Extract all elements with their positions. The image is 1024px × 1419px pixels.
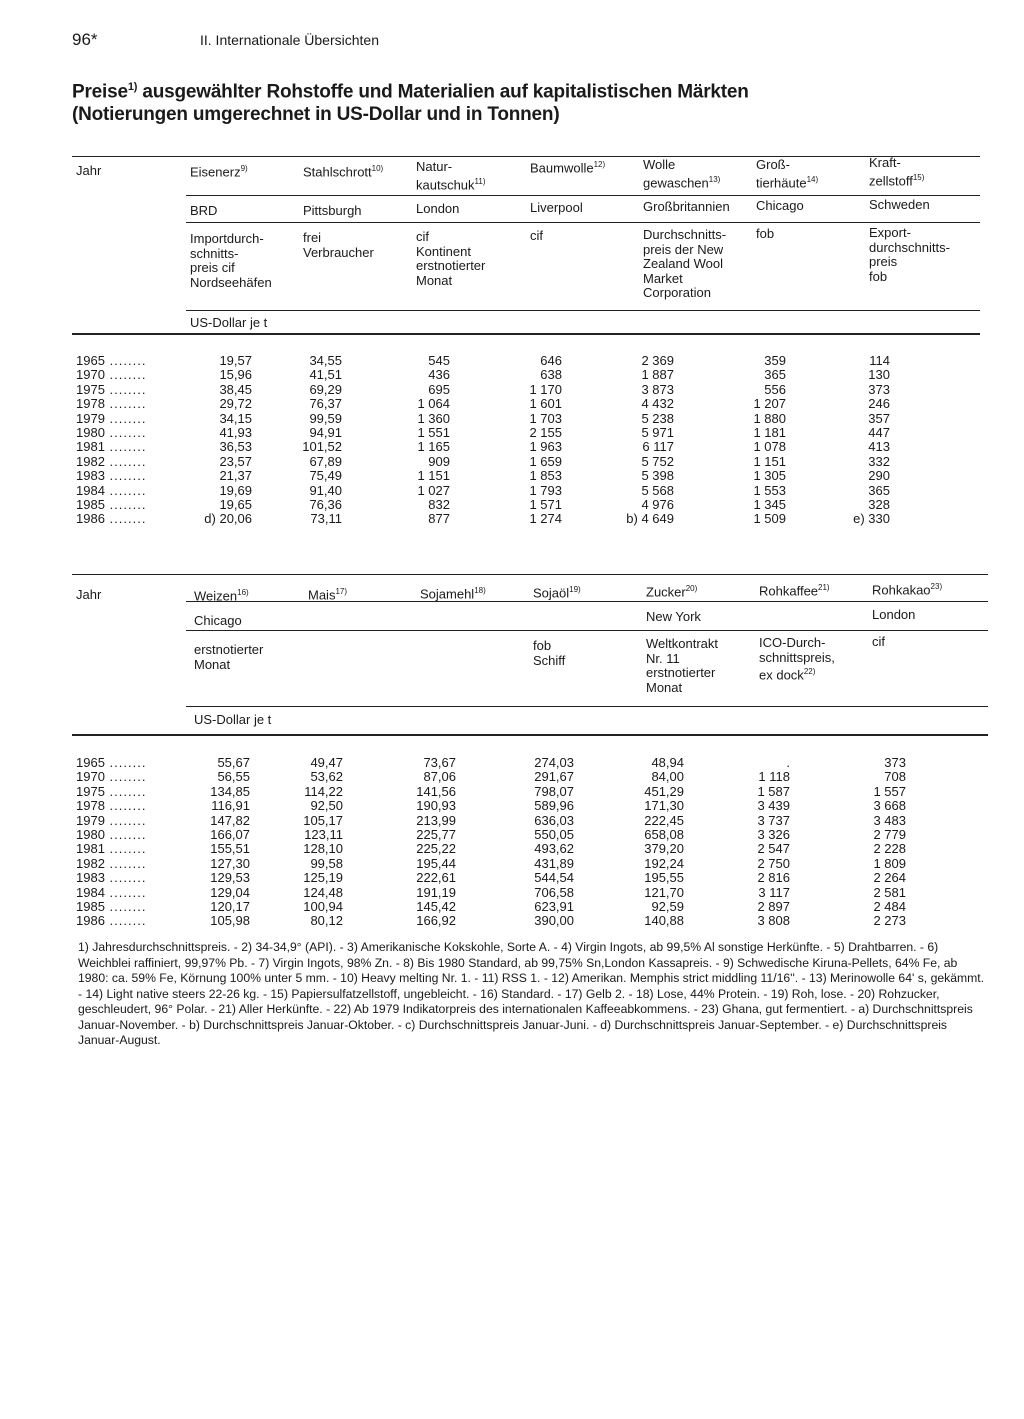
value-cell: 390,00 — [534, 913, 574, 929]
page-number: 96* — [72, 30, 98, 49]
market-place: Schweden — [869, 197, 930, 212]
value-cell: 359 — [764, 353, 786, 368]
market-place: Chicago — [194, 613, 242, 628]
value-cell: 556 — [764, 381, 786, 397]
value-cell: 1 587 — [757, 783, 790, 799]
section-title: II. Internationale Übersichten — [200, 32, 379, 48]
table-row — [72, 770, 980, 784]
market-place: BRD — [190, 203, 218, 218]
title-line1-pre: Preise — [72, 81, 128, 103]
value-cell: 213,99 — [416, 812, 456, 828]
value-cell: 100,94 — [303, 899, 343, 914]
value-cell: 447 — [868, 425, 890, 440]
value-cell: 5 752 — [641, 453, 674, 469]
value-cell: 1 078 — [753, 439, 786, 455]
title-line2: (Notierungen umgerechnet in US-Dollar und in Tonnen) — [72, 104, 560, 126]
value-cell: 1 659 — [529, 453, 562, 469]
table-row — [72, 368, 980, 382]
market-place: London — [872, 607, 916, 622]
table-row — [72, 354, 980, 368]
value-cell: 3 873 — [641, 381, 674, 397]
year-cell: 1981 ..... — [76, 440, 146, 454]
value-cell: 75,49 — [309, 468, 342, 484]
table-row — [72, 914, 980, 928]
table-row — [72, 857, 980, 871]
price-basis: fob — [756, 226, 775, 241]
column-header: Zucker$^{20)}$ — [646, 584, 698, 600]
value-cell: 493,62 — [534, 841, 574, 857]
value-cell: 49,47 — [310, 755, 343, 770]
value-cell: 19,69 — [219, 482, 252, 498]
value-cell: 832 — [428, 497, 450, 512]
value-cell: 1 963 — [529, 439, 562, 455]
value-cell: 222,61 — [416, 870, 456, 886]
value-cell: 1 165 — [417, 439, 450, 455]
year-cell: 1965 ..... — [76, 756, 146, 770]
value-cell: 1 571 — [529, 497, 562, 512]
value-cell: 128,10 — [303, 841, 343, 857]
unit-label: US-Dollar je t — [190, 315, 268, 330]
value-cell: 225,22 — [416, 841, 456, 857]
year-cell: 1985 ..... — [76, 900, 146, 914]
value-cell: d) 20,06 — [204, 511, 252, 527]
value-cell: 29,72 — [219, 396, 252, 412]
table-row — [72, 871, 980, 885]
year-cell: 1975 ..... — [76, 383, 146, 397]
value-cell: 1 887 — [641, 367, 674, 383]
value-cell: 1 553 — [753, 482, 786, 498]
value-cell: 1 118 — [758, 769, 790, 785]
column-header: Sojaöl$^{19)}$ — [533, 585, 581, 601]
value-cell: 134,85 — [210, 783, 250, 799]
value-cell: 38,45 — [219, 381, 252, 397]
value-cell: 129,04 — [210, 884, 250, 900]
value-cell: 545 — [428, 353, 450, 368]
value-cell: 2 155 — [529, 425, 562, 440]
market-place: Pittsburgh — [303, 203, 362, 218]
table-row — [72, 412, 980, 426]
price-basis: cif — [872, 634, 885, 649]
value-cell: 114 — [869, 353, 890, 368]
year-cell: 1986 ..... — [76, 914, 146, 928]
year-cell: 1970 ..... — [76, 770, 146, 784]
value-cell: 4 432 — [641, 396, 674, 412]
value-cell: 646 — [540, 353, 562, 368]
price-basis: Export- durchschnitts- preis fob — [869, 225, 950, 284]
value-cell: 5 568 — [641, 482, 674, 498]
price-basis: Durchschnitts- preis der New Zealand Wool Market Corporation — [643, 227, 727, 300]
value-cell: 53,62 — [310, 769, 343, 785]
value-cell: 3 117 — [758, 884, 790, 900]
value-cell: 1 181 — [753, 425, 786, 440]
table-row — [72, 455, 980, 469]
price-basis: Importdurch- schnitts- preis cif Nordseehäfen — [190, 231, 272, 290]
value-cell: 3 808 — [757, 913, 790, 929]
column-header: Stahlschrott$^{10)}$ — [303, 164, 384, 180]
value-cell: 94,91 — [309, 425, 342, 440]
value-cell: 451,29 — [644, 783, 684, 799]
column-header: Kraft- zellstoff$^{15)}$ — [869, 155, 925, 188]
value-cell: 76,37 — [309, 396, 342, 412]
table-rule — [186, 222, 980, 223]
value-cell: 877 — [428, 511, 450, 527]
value-cell: 6 117 — [642, 439, 674, 455]
value-cell: 120,17 — [210, 899, 250, 914]
value-cell: 99,59 — [309, 410, 342, 426]
value-cell: 1 064 — [417, 396, 450, 412]
value-cell: 195,44 — [416, 855, 456, 871]
column-header: Baumwolle$^{12)}$ — [530, 160, 606, 176]
value-cell: 431,89 — [534, 855, 574, 871]
value-cell: 80,12 — [310, 913, 343, 929]
year-cell: 1986 ..... — [76, 512, 146, 526]
table-row — [72, 756, 980, 770]
value-cell: 91,40 — [309, 482, 342, 498]
year-cell: 1975 ..... — [76, 785, 146, 799]
value-cell: 1 509 — [753, 511, 786, 527]
value-cell: 3 326 — [757, 827, 790, 842]
table-rule — [186, 195, 980, 196]
value-cell: 1 207 — [753, 396, 786, 412]
table-row — [72, 900, 980, 914]
value-cell: 192,24 — [644, 855, 684, 871]
value-cell: 21,37 — [219, 468, 252, 484]
column-header: Rohkaffee$^{21)}$ — [759, 583, 830, 599]
year-cell: 1982 ..... — [76, 857, 146, 871]
table-title — [72, 76, 792, 126]
column-header: Groß- tierhäute$^{14)}$ — [756, 157, 819, 190]
value-cell: 141,56 — [416, 783, 456, 799]
value-cell: 2 750 — [757, 855, 790, 871]
value-cell: 909 — [428, 453, 450, 469]
year-cell: 1979 ..... — [76, 814, 146, 828]
column-header: Rohkakao$^{23)}$ — [872, 582, 943, 598]
value-cell: 379,20 — [644, 841, 684, 857]
value-cell: 2 273 — [873, 913, 906, 929]
value-cell: 1 274 — [529, 511, 562, 527]
value-cell: 328 — [868, 497, 890, 512]
title-line1-post: ausgewählter Rohstoffe und Materialien auf kapitalistischen Märkten — [137, 81, 749, 103]
column-header: Eisenerz$^{9)}$ — [190, 164, 248, 180]
value-cell: 34,15 — [219, 410, 252, 426]
table-rule — [186, 630, 988, 631]
table-row — [72, 785, 980, 799]
price-basis: erstnotierter Monat — [194, 642, 264, 672]
table-row — [72, 383, 980, 397]
value-cell: 1 853 — [529, 468, 562, 484]
value-cell: 365 — [868, 482, 890, 498]
value-cell: 1 345 — [753, 497, 786, 512]
value-cell: 125,19 — [303, 870, 343, 886]
value-cell: 1 151 — [753, 453, 786, 469]
value-cell: 105,17 — [303, 812, 343, 828]
table-row — [72, 484, 980, 498]
value-cell: 636,03 — [534, 812, 574, 828]
value-cell: 48,94 — [651, 755, 684, 770]
table-row — [72, 828, 980, 842]
value-cell: 357 — [868, 410, 890, 426]
value-cell: 1 809 — [873, 855, 906, 871]
value-cell: 1 170 — [529, 381, 562, 397]
value-cell: 550,05 — [534, 827, 574, 842]
value-cell: 413 — [868, 439, 890, 455]
value-cell: 5 238 — [641, 410, 674, 426]
value-cell: 1 557 — [873, 783, 906, 799]
value-cell: 19,57 — [219, 353, 252, 368]
year-header: Jahr — [76, 163, 102, 178]
column-header: Wolle gewaschen$^{13)}$ — [643, 157, 721, 190]
table-row — [72, 498, 980, 512]
value-cell: 166,92 — [416, 913, 456, 929]
value-cell: 147,82 — [210, 812, 250, 828]
market-place: Liverpool — [530, 200, 583, 215]
value-cell: 55,67 — [217, 755, 250, 770]
value-cell: 69,29 — [309, 381, 342, 397]
value-cell: 73,67 — [423, 755, 456, 770]
table-rule — [72, 333, 980, 335]
value-cell: 101,52 — [302, 439, 342, 455]
year-cell: 1978 ..... — [76, 799, 146, 813]
value-cell: 291,67 — [534, 769, 574, 785]
year-header: Jahr — [76, 587, 102, 602]
table-rule — [72, 574, 988, 575]
year-cell: 1982 ..... — [76, 455, 146, 469]
value-cell: 2 484 — [873, 899, 906, 914]
value-cell: 23,57 — [219, 453, 252, 469]
table-row — [72, 512, 980, 526]
table-rule — [72, 734, 988, 736]
year-cell: 1985 ..... — [76, 498, 146, 512]
title-footnote-ref: 1) — [127, 81, 138, 93]
value-cell: 706,58 — [534, 884, 574, 900]
value-cell: 3 737 — [757, 812, 790, 828]
price-table-2 — [72, 568, 980, 938]
value-cell: 56,55 — [217, 769, 250, 785]
table-row — [72, 799, 980, 813]
value-cell: 373 — [884, 755, 906, 770]
value-cell: 2 547 — [757, 841, 790, 857]
value-cell: 274,03 — [534, 755, 574, 770]
value-cell: 4 976 — [641, 497, 674, 512]
price-basis: fob Schiff — [533, 638, 566, 668]
table-row — [72, 469, 980, 483]
value-cell: 290 — [868, 468, 890, 484]
value-cell: 5 398 — [641, 468, 674, 484]
value-cell: 76,36 — [309, 497, 342, 512]
year-cell: 1981 ..... — [76, 842, 146, 856]
value-cell: 195,55 — [644, 870, 684, 886]
value-cell: 116,91 — [211, 798, 250, 814]
value-cell: 99,58 — [310, 855, 343, 871]
value-cell: 222,45 — [644, 812, 684, 828]
year-cell: 1978 ..... — [76, 397, 146, 411]
value-cell: b) 4 649 — [626, 511, 674, 527]
value-cell: 638 — [540, 367, 562, 383]
value-cell: 3 439 — [757, 798, 790, 814]
value-cell: 3 483 — [873, 812, 906, 828]
year-cell: 1984 ..... — [76, 886, 146, 900]
value-cell: 92,59 — [651, 899, 684, 914]
table-rule — [186, 310, 980, 311]
value-cell: 1 027 — [417, 482, 450, 498]
value-cell: 191,19 — [416, 884, 456, 900]
price-basis: cif Kontinent erstnotierter Monat — [416, 229, 486, 288]
year-cell: 1980 ..... — [76, 426, 146, 440]
value-cell: 1 703 — [529, 410, 562, 426]
value-cell: 15,96 — [219, 367, 252, 383]
value-cell: 121,70 — [644, 884, 684, 900]
value-cell: 544,54 — [534, 870, 574, 886]
table-row — [72, 426, 980, 440]
value-cell: 708 — [884, 769, 906, 785]
value-cell: 140,88 — [644, 913, 684, 929]
value-cell: 589,96 — [534, 798, 574, 814]
column-header: Weizen$^{16)}$ — [194, 588, 249, 604]
value-cell: 105,98 — [210, 913, 250, 929]
value-cell: 123,11 — [304, 827, 343, 842]
value-cell: 373 — [868, 381, 890, 397]
value-cell: 2 264 — [873, 870, 906, 886]
value-cell: 2 581 — [873, 884, 906, 900]
value-cell: 2 779 — [873, 827, 906, 842]
value-cell: 171,30 — [644, 798, 684, 814]
value-cell: 145,42 — [416, 899, 456, 914]
value-cell: 87,06 — [423, 769, 456, 785]
market-place: Großbritannien — [643, 199, 730, 214]
year-cell: 1983 ..... — [76, 871, 146, 885]
table-rule — [186, 601, 988, 602]
value-cell: 1 151 — [417, 468, 450, 484]
value-cell: 2 369 — [641, 353, 674, 368]
year-cell: 1965 ..... — [76, 354, 146, 368]
value-cell: 41,93 — [219, 425, 252, 440]
value-cell: 129,53 — [210, 870, 250, 886]
market-place: London — [416, 201, 460, 216]
footnotes: 1) Jahresdurchschnittspreis. - 2) 34-34,9° (API). - 3) Amerikanische Kokskohle, Sorte A. - 4) Virgin Ingots, ab 99,5% Al sonstige Herkünfte. - 5) Drahtbarren. - 6) Weichblei raffiniert, 99,97% Pb. - 7) Virgin Ingots, 98% Zn. - 8) Bis 1980 Standard, ab 99,75% Sn,London Kassapreis. - 9) Schwedische Kiruna-Pellets, 64% Fe, ab 1980: ca. 59% Fe, Körnung 100% unter 5 mm. - 10) Heavy melting Nr. 1. - 11) RSS 1. - 12) Amerikan. Memphis strict middling 11/16''. - 13) Merinowolle 64' s, gekämmt. - 14) Light native steers 22-26 kg. - 15) Papiersulfatzellstoff, ungebleicht. - 16) Standard. - 17) Gelb 2. - 18) Lose, 44% Protein. - 19) Roh, lose. - 20) Rohzucker, geschleudert, 96° Polar. - 21) Aller Herkünfte. - 22) Ab 1979 Indikatorpreis des internationalen Kaffeeabkommens. - 23) Ghana, gut fermentiert. - a) Durchschnittspreis Januar-November. - b) Durchschnittspreis Januar-Oktober. - c) Durchschnittspreis Januar-Juni. - d) Durchschnittspreis Januar-September. - e) Durchschnittspreis Januar-August. — [78, 940, 985, 1047]
table-row — [72, 842, 980, 856]
value-cell: 332 — [868, 453, 890, 469]
value-cell: e) 330 — [853, 511, 890, 527]
value-cell: 1 305 — [753, 468, 786, 484]
table-rule — [186, 706, 988, 707]
value-cell: 130 — [868, 367, 890, 383]
value-cell: 798,07 — [534, 783, 574, 799]
market-place: Chicago — [756, 198, 804, 213]
value-cell: 365 — [764, 367, 786, 383]
value-cell: 124,48 — [303, 884, 343, 900]
value-cell: 1 360 — [417, 410, 450, 426]
unit-label: US-Dollar je t — [194, 712, 272, 727]
year-cell: 1980 ..... — [76, 828, 146, 842]
price-basis: cif — [530, 228, 543, 243]
year-cell: 1984 ..... — [76, 484, 146, 498]
value-cell: . — [786, 755, 790, 770]
price-basis: frei Verbraucher — [303, 230, 374, 260]
value-cell: 1 601 — [529, 396, 562, 412]
table-row — [72, 814, 980, 828]
value-cell: 34,55 — [309, 353, 342, 368]
value-cell: 19,65 — [219, 497, 252, 512]
value-cell: 73,11 — [310, 511, 342, 527]
value-cell: 225,77 — [416, 827, 456, 842]
table-row — [72, 886, 980, 900]
year-cell: 1983 ..... — [76, 469, 146, 483]
column-header: Natur- kautschuk$^{11)}$ — [416, 159, 486, 192]
value-cell: 623,91 — [534, 899, 574, 914]
year-cell: 1979 ..... — [76, 412, 146, 426]
value-cell: 436 — [428, 367, 450, 383]
value-cell: 155,51 — [210, 841, 250, 857]
value-cell: 3 668 — [873, 798, 906, 814]
table-rule — [72, 156, 980, 157]
value-cell: 2 228 — [873, 841, 906, 857]
value-cell: 2 897 — [757, 899, 790, 914]
year-cell: 1970 ..... — [76, 368, 146, 382]
value-cell: 1 793 — [529, 482, 562, 498]
price-basis: Weltkontrakt Nr. 11 erstnotierter Monat — [646, 636, 719, 695]
value-cell: 2 816 — [757, 870, 790, 886]
value-cell: 127,30 — [210, 855, 250, 871]
value-cell: 658,08 — [644, 827, 684, 842]
price-basis: ICO-Durch- schnittspreis, ex dock$^{22)}$ — [759, 635, 835, 683]
value-cell: 246 — [868, 396, 890, 412]
value-cell: 84,00 — [651, 769, 684, 785]
value-cell: 695 — [428, 381, 450, 397]
page-header — [72, 30, 379, 50]
value-cell: 67,89 — [309, 453, 342, 469]
value-cell: 1 551 — [417, 425, 450, 440]
column-header: Sojamehl$^{18)}$ — [420, 586, 486, 602]
value-cell: 190,93 — [416, 798, 456, 814]
table-row — [72, 440, 980, 454]
value-cell: 1 880 — [753, 410, 786, 426]
value-cell: 166,07 — [210, 827, 250, 842]
table-row — [72, 397, 980, 411]
value-cell: 114,22 — [304, 783, 343, 799]
price-table-1 — [72, 150, 980, 530]
value-cell: 41,51 — [309, 367, 342, 383]
value-cell: 36,53 — [219, 439, 252, 455]
column-header: Mais$^{17)}$ — [308, 587, 348, 603]
market-place: New York — [646, 609, 701, 624]
value-cell: 5 971 — [641, 425, 674, 440]
value-cell: 92,50 — [310, 798, 343, 814]
